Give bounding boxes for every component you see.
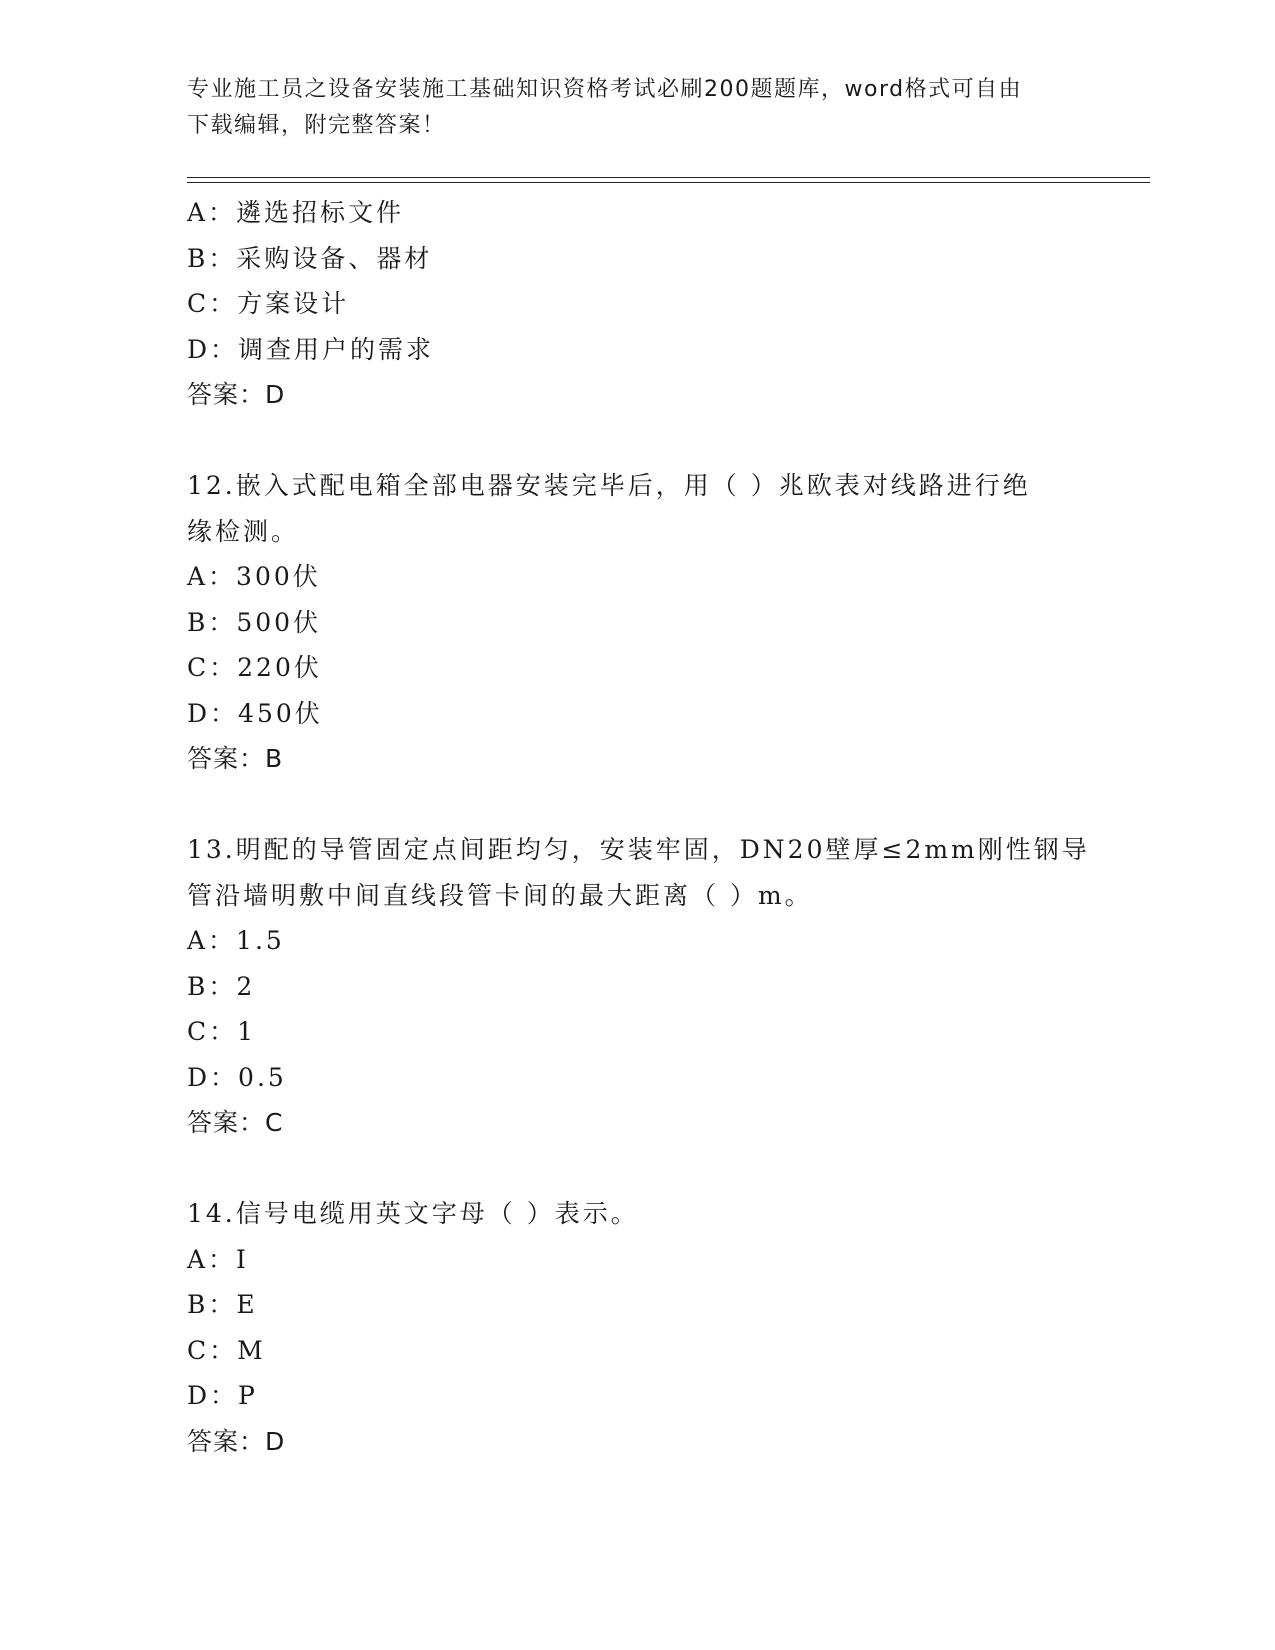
question-stem: 12.嵌入式配电箱全部电器安装完毕后，用（ ）兆欧表对线路进行绝	[187, 471, 1031, 500]
question-stem: 13.明配的导管固定点间距均匀，安装牢固，DN20壁厚≤2mm刚性钢导	[187, 835, 1090, 864]
option-b: B：E	[187, 1290, 258, 1319]
question-stem: 14.信号电缆用英文字母（ ）表示。	[187, 1199, 639, 1228]
header-line-1: 专业施工员之设备安装施工基础知识资格考试必刷200题题库，word格式可自由	[187, 77, 1023, 102]
header-line-2: 下载编辑，附完整答案！	[187, 113, 446, 138]
option-c: C：M	[187, 1335, 266, 1365]
answer-line: 答案：B	[187, 744, 284, 773]
option-b: B：采购设备、器材	[187, 243, 433, 273]
question-11	[187, 190, 1087, 418]
option-b: B：500伏	[187, 607, 322, 637]
option-b: B：2	[187, 971, 256, 1001]
option-c: C：220伏	[187, 653, 322, 682]
header-divider-bottom	[187, 182, 1150, 183]
answer-line: 答案：D	[187, 1426, 286, 1456]
question-spacer	[187, 782, 1087, 828]
question-14	[187, 1191, 1087, 1464]
option-a: A：300伏	[187, 562, 321, 591]
question-stem-continued: 管沿墙明敷中间直线段管卡间的最大距离（ ）m。	[187, 880, 813, 910]
option-d: D：P	[187, 1381, 258, 1410]
option-d: D：调查用户的需求	[187, 334, 435, 364]
option-a: A：I	[187, 1244, 249, 1274]
question-spacer	[187, 1146, 1087, 1192]
document-header	[187, 72, 1087, 144]
option-d: D：450伏	[187, 698, 323, 728]
option-a: A：遴选招标文件	[187, 198, 405, 227]
answer-line: 答案：C	[187, 1108, 284, 1137]
option-d: D：0.5	[187, 1062, 287, 1092]
question-stem-continued: 缘检测。	[187, 516, 300, 546]
answer-line: 答案：D	[187, 380, 286, 409]
question-13	[187, 827, 1090, 1146]
question-12	[187, 463, 1087, 782]
question-list	[187, 190, 1090, 1464]
option-c: C：方案设计	[187, 289, 350, 318]
question-spacer	[187, 418, 1087, 464]
option-c: C：1	[187, 1017, 257, 1046]
header-divider-top	[187, 177, 1150, 178]
option-a: A：1.5	[187, 926, 285, 955]
